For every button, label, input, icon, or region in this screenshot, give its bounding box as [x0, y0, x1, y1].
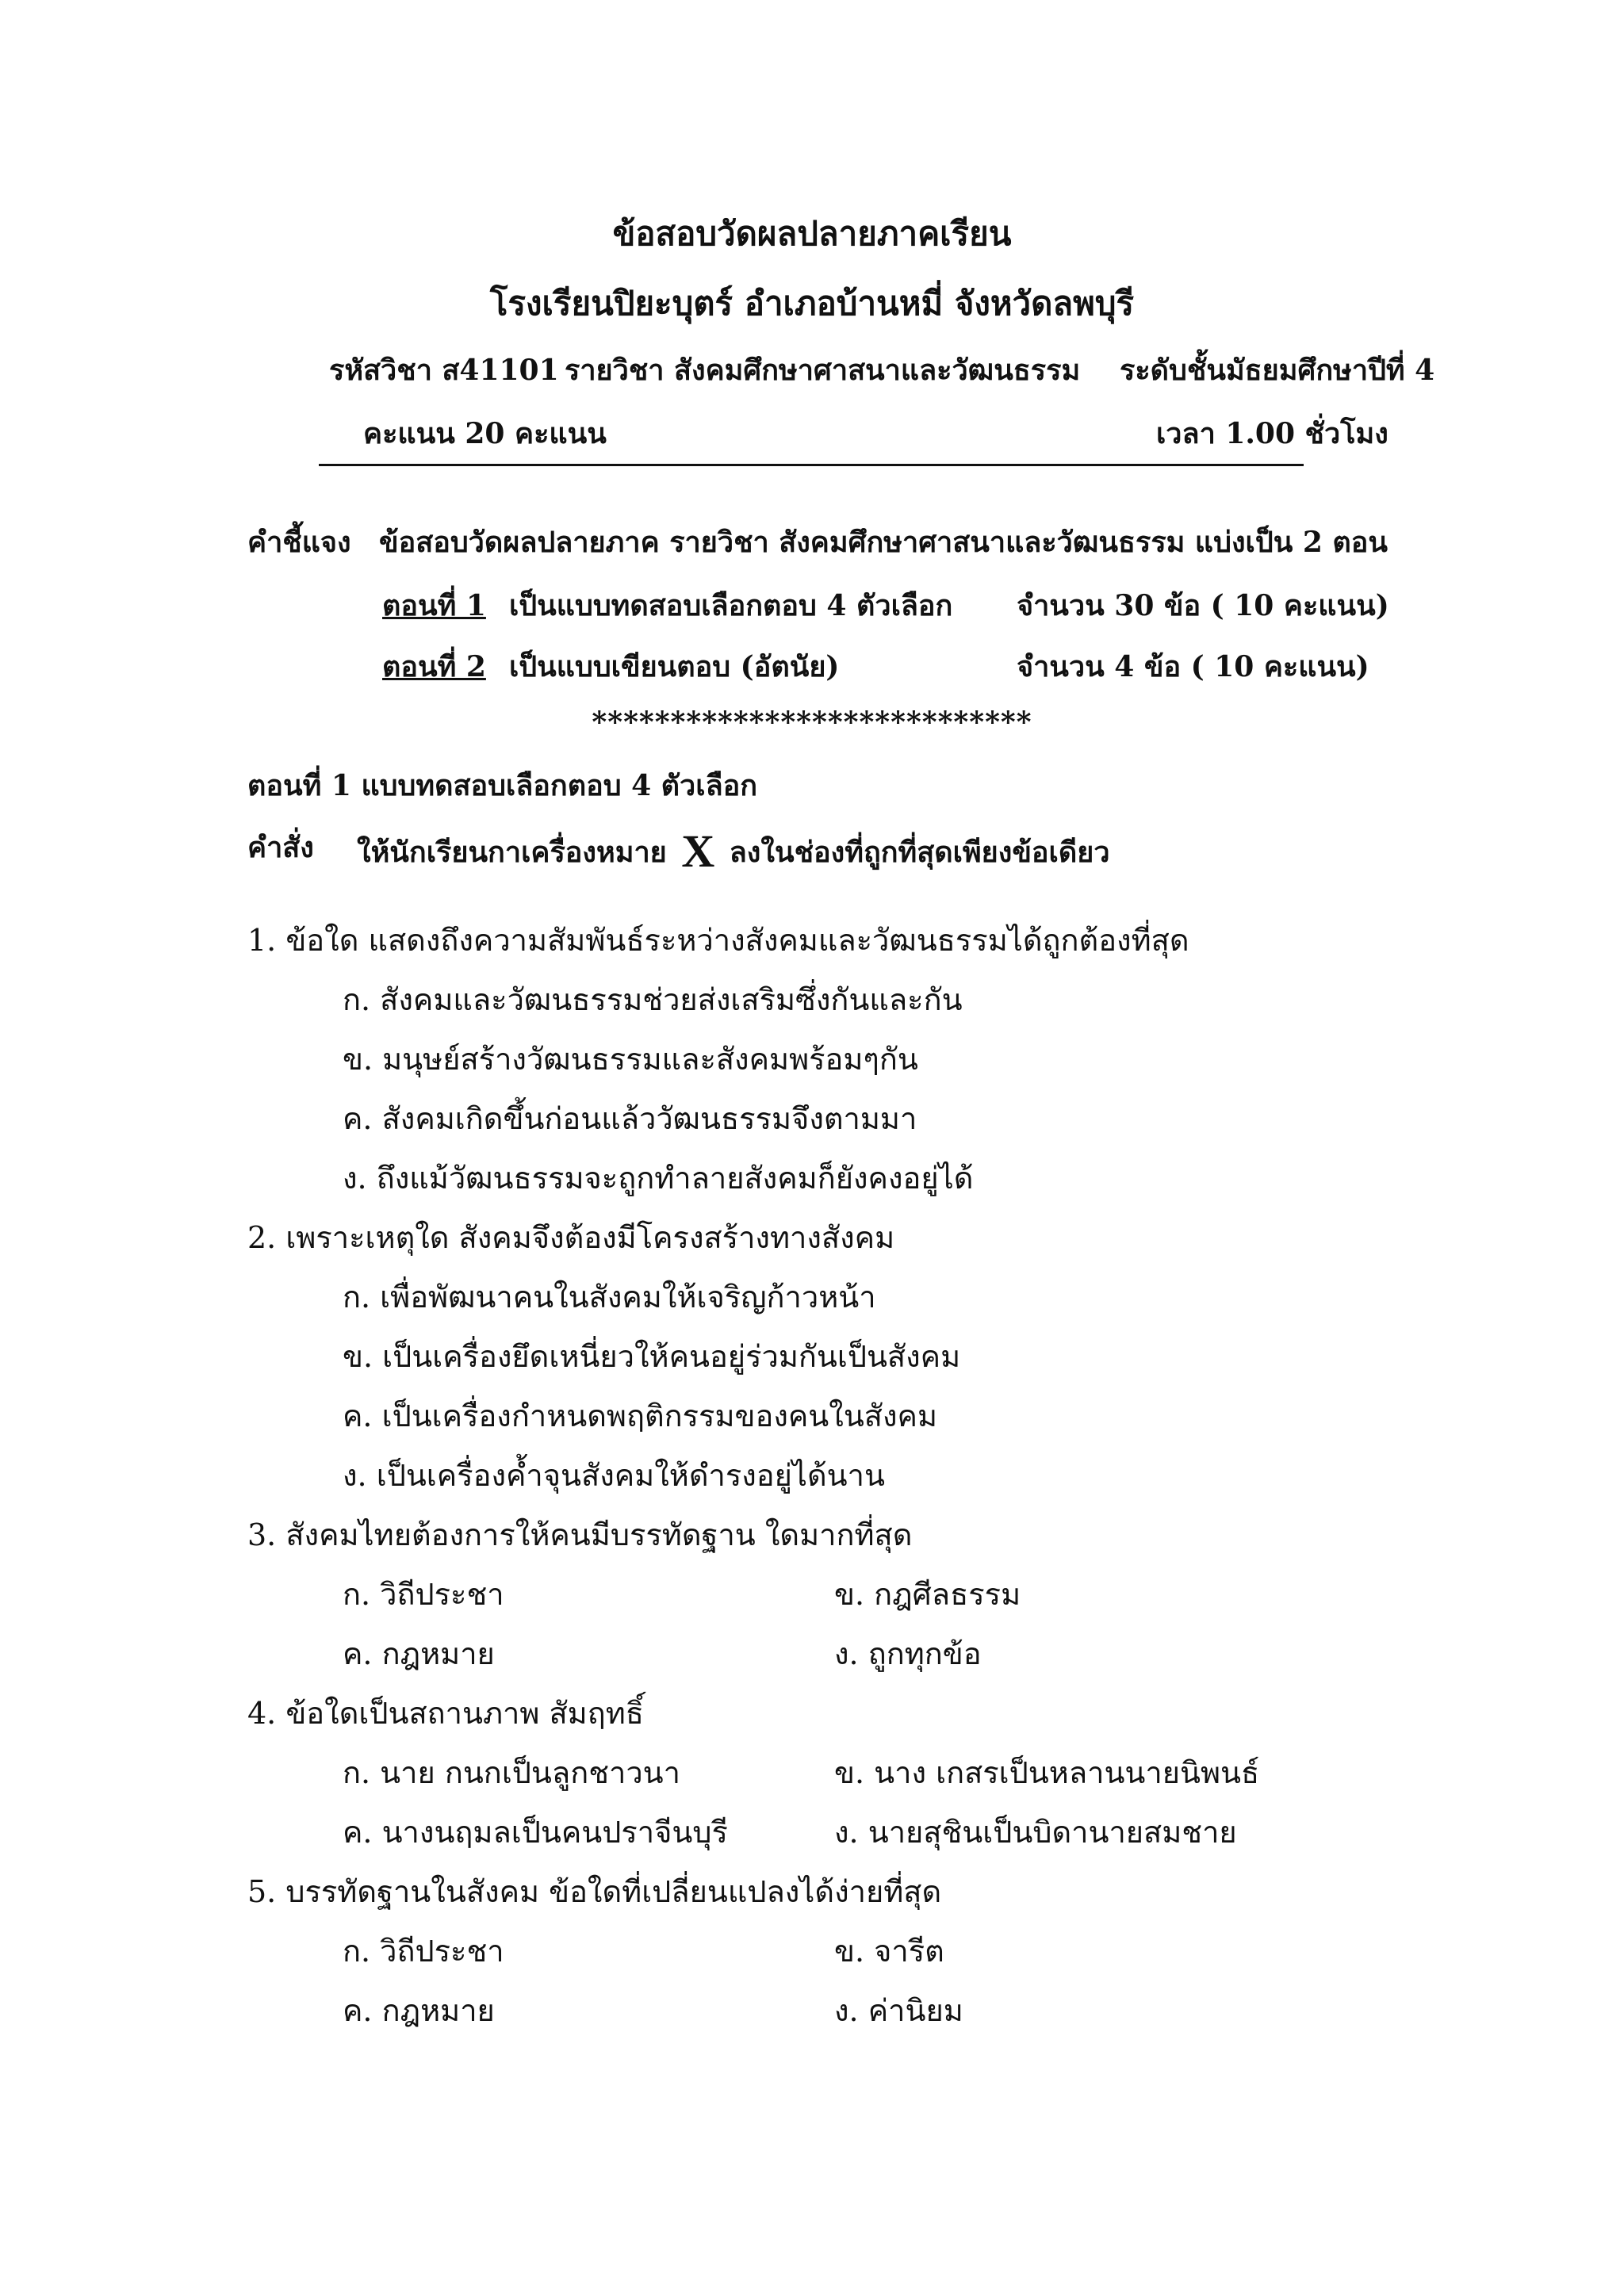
- exam-title: ข้อสอบวัดผลปลายภาคเรียน: [612, 214, 1012, 253]
- question-1-option-c: ค. สังคมเกิดขึ้นก่อนแล้ววัฒนธรรมจึงตามมา: [343, 1101, 917, 1136]
- question-3: 3. สังคมไทยต้องการให้คนมีบรรทัดฐาน ใดมากที่สุด: [247, 1517, 913, 1552]
- part2-description: เป็นแบบเขียนตอบ (อัตนัย): [509, 650, 840, 683]
- instructions-text: ข้อสอบวัดผลปลายภาค รายวิชา สังคมศึกษาศาสนาและวัฒนธรรม แบ่งเป็น 2 ตอน: [379, 526, 1388, 559]
- grade-level: ระดับชั้นมัธยมศึกษาปีที่ 4: [1120, 354, 1435, 387]
- question-1-option-b: ข. มนุษย์สร้างวัฒนธรรมและสังคมพร้อมๆกัน: [343, 1042, 918, 1077]
- question-2-option-a: ก. เพื่อพัฒนาคนในสังคมให้เจริญก้าวหน้า: [343, 1280, 876, 1314]
- question-2: 2. เพราะเหตุใด สังคมจึงต้องมีโครงสร้างทางสังคม: [247, 1220, 895, 1255]
- question-5-option-b: ข. จารีต: [834, 1934, 944, 1969]
- section1-title: ตอนที่ 1 แบบทดสอบเลือกตอบ 4 ตัวเลือก: [247, 769, 758, 802]
- question-4-option-d: ง. นายสุชินเป็นบิดานายสมชาย: [834, 1815, 1237, 1850]
- question-5-option-d: ง. ค่านิยม: [834, 1993, 963, 2028]
- question-5-option-a: ก. วิถีประชา: [343, 1934, 504, 1969]
- question-1-option-d: ง. ถึงแม้วัฒนธรรมจะถูกทำลายสังคมก็ยังคงอยู่ได้: [343, 1161, 974, 1196]
- header-divider: [319, 464, 1304, 466]
- question-3-option-a: ก. วิถีประชา: [343, 1577, 504, 1612]
- question-4-option-a: ก. นาย กนกเป็นลูกชาวนา: [343, 1755, 680, 1790]
- separator-stars: ****************************: [592, 706, 1032, 739]
- question-1-option-a: ก. สังคมและวัฒนธรรมช่วยส่งเสริมซึ่งกันและกัน: [343, 982, 963, 1017]
- question-3-option-b: ข. กฎศีลธรรม: [834, 1577, 1021, 1612]
- exam-time: เวลา 1.00 ชั่วโมง: [1156, 417, 1388, 450]
- question-5: 5. บรรทัดฐานในสังคม ข้อใดที่เปลี่ยนแปลงได้ง่ายที่สุด: [247, 1874, 942, 1909]
- school-name: โรงเรียนปิยะบุตร์ อำเภอบ้านหมี่ จังหวัดลพบุรี: [489, 284, 1135, 323]
- question-3-option-d: ง. ถูกทุกข้อ: [834, 1636, 982, 1671]
- part1-description: เป็นแบบทดสอบเลือกตอบ 4 ตัวเลือก: [509, 589, 953, 622]
- question-2-option-c: ค. เป็นเครื่องกำหนดพฤติกรรมของคนในสังคม: [343, 1399, 938, 1433]
- question-1: 1. ข้อใด แสดงถึงความสัมพันธ์ระหว่างสังคมและวัฒนธรรมได้ถูกต้องที่สุด: [247, 923, 1189, 958]
- question-3-option-c: ค. กฎหมาย: [343, 1636, 495, 1671]
- course-name: รายวิชา สังคมศึกษาศาสนาและวัฒนธรรม: [565, 354, 1081, 387]
- part2-count: จำนวน 4 ข้อ ( 10 คะแนน): [1017, 650, 1369, 683]
- command-label: คำสั่ง: [247, 831, 314, 864]
- question-4-option-c: ค. นางนฤมลเป็นคนปราจีนบุรี: [343, 1815, 728, 1850]
- question-5-option-c: ค. กฎหมาย: [343, 1993, 495, 2028]
- command-text: [357, 825, 1110, 878]
- x-mark: X: [681, 825, 715, 877]
- instructions-label: คำชี้แจง: [247, 526, 351, 559]
- question-2-option-d: ง. เป็นเครื่องค้ำจุนสังคมให้ดำรงอยู่ได้นาน: [343, 1458, 885, 1493]
- part1-count: จำนวน 30 ข้อ ( 10 คะแนน): [1017, 589, 1389, 622]
- question-4: 4. ข้อใดเป็นสถานภาพ สัมฤทธิ์: [247, 1696, 644, 1731]
- question-2-option-b: ข. เป็นเครื่องยึดเหนี่ยวให้คนอยู่ร่วมกันเป็นสังคม: [343, 1339, 961, 1374]
- command-pre: ให้นักเรียนกาเครื่องหมาย: [357, 836, 667, 869]
- part1-label: ตอนที่ 1: [382, 589, 486, 622]
- part2-label: ตอนที่ 2: [382, 650, 486, 683]
- total-score: คะแนน 20 คะแนน: [363, 417, 607, 450]
- question-4-option-b: ข. นาง เกสรเป็นหลานนายนิพนธ์: [834, 1755, 1260, 1790]
- course-code: รหัสวิชา ส41101: [329, 354, 559, 387]
- command-post: ลงในช่องที่ถูกที่สุดเพียงข้อเดียว: [729, 836, 1110, 869]
